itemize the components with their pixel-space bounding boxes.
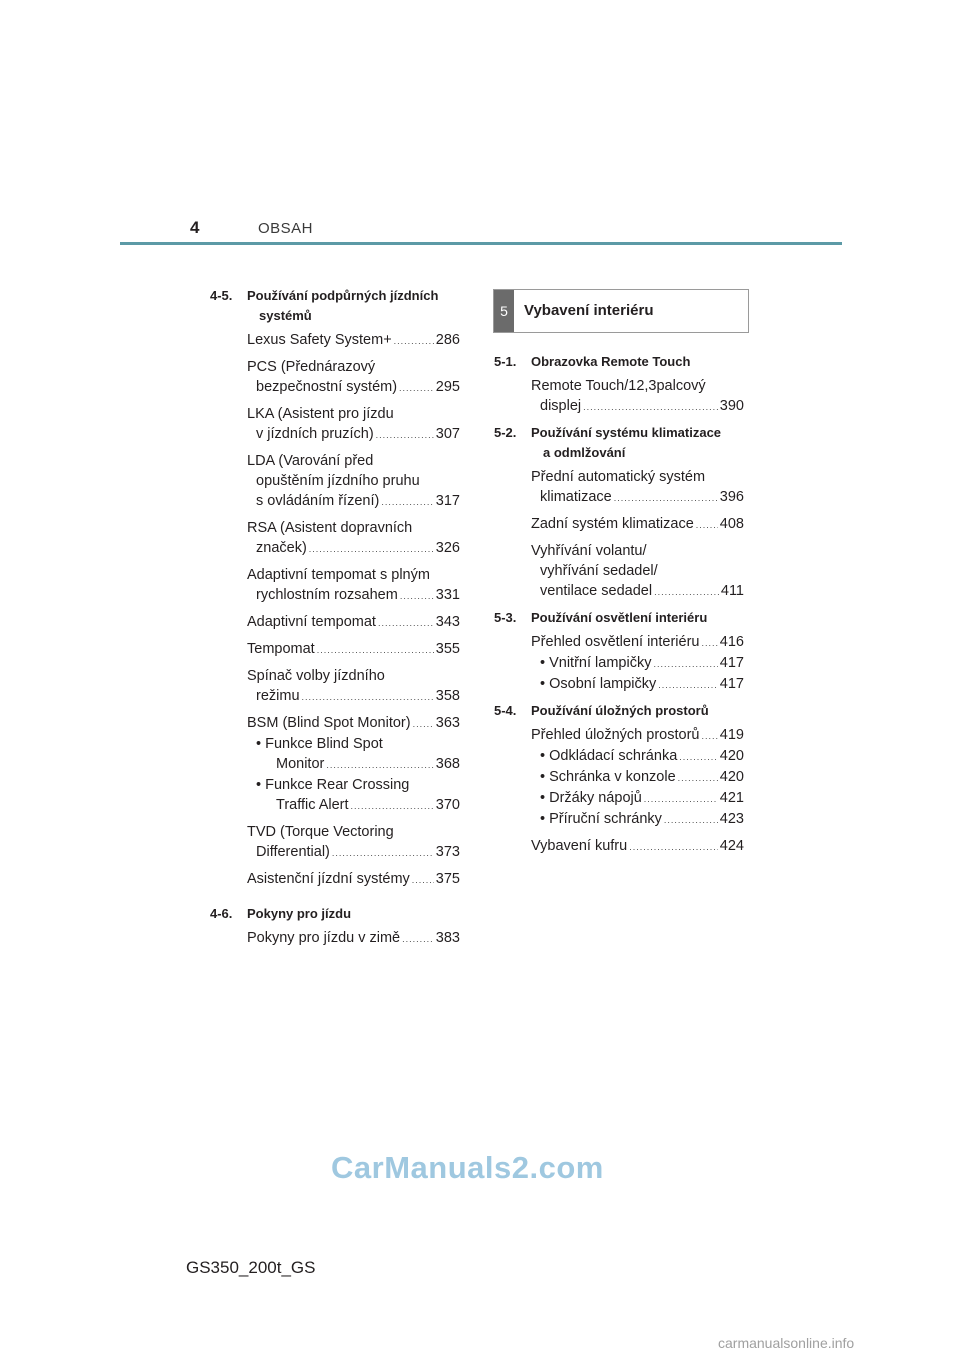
toc-entry [247,330,460,351]
toc-entry [531,376,744,417]
entry-page: 373 [435,844,460,860]
entry-text: Přední automatický systém [531,469,706,485]
page-title: OBSAH [258,220,314,237]
entry-page: 317 [435,493,460,509]
toc-entry [247,404,460,445]
entry-text: • Funkce Rear Crossing [256,777,410,793]
entry-text: Vyhřívání volantu/ [531,543,647,559]
chapter-number: 5 [494,290,514,332]
entry-text: Tempomat [247,641,315,657]
entry-page: 343 [435,614,460,630]
entry-page: 383 [435,930,460,946]
entry-page: 355 [435,641,460,657]
section-number: 5-4. [494,703,517,718]
toc-subentry [256,775,460,816]
entry-page: 307 [435,426,460,442]
entry-text: • Funkce Blind Spot [256,736,383,752]
entry-page: 363 [435,715,460,731]
entry-page: 358 [435,688,460,704]
toc-section-5-1 [494,352,744,372]
entry-page: 408 [719,516,744,532]
section-number: 4-5. [210,288,233,303]
toc-entry [247,822,460,863]
entry-text: PCS (Přednárazový [247,359,376,375]
entry-text: s ovládáním řízení) [256,493,380,509]
toc-entry [531,514,744,535]
entry-text: vyhřívání sedadel/ [540,563,658,579]
entry-text: • Vnitřní lampičky [540,655,652,671]
entry-text: ventilace sedadel [540,583,653,599]
entry-text: Differential) [256,844,330,860]
toc-entry [247,869,460,890]
entry-text: Přehled osvětlení interiéru [531,634,700,650]
entry-text: • Příruční schránky [540,811,662,827]
toc-subentry [540,746,744,767]
entry-page: 421 [719,790,744,806]
entry-text: Monitor [276,756,325,772]
toc-section-5-4 [494,701,744,721]
entry-text: • Odkládací schránka [540,748,678,764]
toc-subentry [540,788,744,809]
entry-text: Adaptivní tempomat [247,614,376,630]
toc-entry [247,612,460,633]
entry-page: 420 [719,748,744,764]
toc-section-5-2 [494,423,744,463]
entry-text: Traffic Alert [276,797,349,813]
entry-text: RSA (Asistent dopravních [247,520,413,536]
entry-text: LDA (Varování před [247,453,374,469]
footer-model-code: GS350_200t_GS [186,1258,316,1277]
entry-page: 420 [719,769,744,785]
entry-page: 396 [719,489,744,505]
toc-entry [531,836,744,857]
entry-page: 331 [435,587,460,603]
section-number: 5-2. [494,425,517,440]
entry-text: Spínač volby jízdního [247,668,385,684]
entry-text: Adaptivní tempomat s plným [247,567,430,583]
toc-entry [531,632,744,653]
chapter-title: Vybavení interiéru [524,302,654,319]
entry-page: 286 [435,332,460,348]
entry-page: 368 [435,756,460,772]
toc-left-column [210,286,460,955]
toc-entry [247,518,460,559]
entry-text: Remote Touch/12,3palcový [531,378,706,394]
toc-subentry [256,734,460,775]
entry-text: Přehled úložných prostorů [531,727,700,743]
toc-entry [247,713,460,734]
toc-entry [247,357,460,398]
section-title: Obrazovka Remote Touch [531,354,691,369]
toc-entry [247,928,460,949]
section-title-cont: systémů [259,308,312,323]
entry-page: 411 [720,583,744,599]
section-title: Pokyny pro jízdu [247,906,352,921]
toc-entry [531,467,744,508]
section-title: Používání úložných prostorů [531,703,709,718]
toc-entry [247,565,460,606]
toc-subentry [540,767,744,788]
header-divider [120,242,842,245]
entry-text: režimu [256,688,300,704]
entry-text: • Schránka v konzole [540,769,676,785]
watermark-center: CarManuals2.com [331,1150,604,1185]
entry-page: 417 [719,676,744,692]
entry-page: 370 [435,797,460,813]
toc-right-column [494,352,744,863]
page-number: 4 [190,218,200,237]
entry-page: 423 [719,811,744,827]
entry-text: v jízdních pruzích) [256,426,374,442]
section-title: Používání systému klimatizace [531,425,722,440]
toc-entry [531,725,744,746]
entry-text: Vybavení kufru [531,838,628,854]
entry-text: Asistenční jízdní systémy [247,871,410,887]
entry-text: BSM (Blind Spot Monitor) [247,715,411,731]
toc-subentry [540,674,744,695]
entry-page: 416 [719,634,744,650]
watermark-corner: carmanualsonline.info [718,1335,855,1351]
entry-text: Zadní systém klimatizace [531,516,694,532]
toc-entry [247,666,460,707]
section-number: 4-6. [210,906,233,921]
entry-text: • Osobní lampičky [540,676,657,692]
entry-page: 375 [435,871,460,887]
toc-subentry [540,653,744,674]
toc-subentry [540,809,744,830]
toc-entry [247,639,460,660]
toc-section-5-3 [494,608,744,628]
entry-page: 390 [719,398,744,414]
entry-text: Pokyny pro jízdu v zimě [247,930,401,946]
toc-entry [531,541,744,602]
section-number: 5-3. [494,610,517,625]
entry-text: LKA (Asistent pro jízdu [247,406,394,422]
chapter-heading-box [493,289,749,333]
entry-page: 419 [719,727,744,743]
entry-text: • Držáky nápojů [540,790,642,806]
entry-text: rychlostním rozsahem [256,587,398,603]
toc-entry [247,451,460,512]
entry-text: TVD (Torque Vectoring [247,824,394,840]
entry-page: 417 [719,655,744,671]
entry-page: 424 [719,838,744,854]
section-title-cont: a odmlžování [543,445,626,460]
entry-text: Lexus Safety System+ [247,332,392,348]
entry-page: 295 [435,379,460,395]
section-title: Používání podpůrných jízdních [247,288,439,303]
entry-text: bezpečnostní systém) [256,379,398,395]
entry-text: značek) [256,540,307,556]
entry-text: opuštěním jízdního pruhu [256,473,420,489]
toc-section-4-5 [210,286,460,326]
entry-page: 326 [435,540,460,556]
entry-text: displej [540,398,582,414]
section-title: Používání osvětlení interiéru [531,610,708,625]
toc-section-4-6 [210,904,460,924]
section-number: 5-1. [494,354,517,369]
entry-text: klimatizace [540,489,612,505]
